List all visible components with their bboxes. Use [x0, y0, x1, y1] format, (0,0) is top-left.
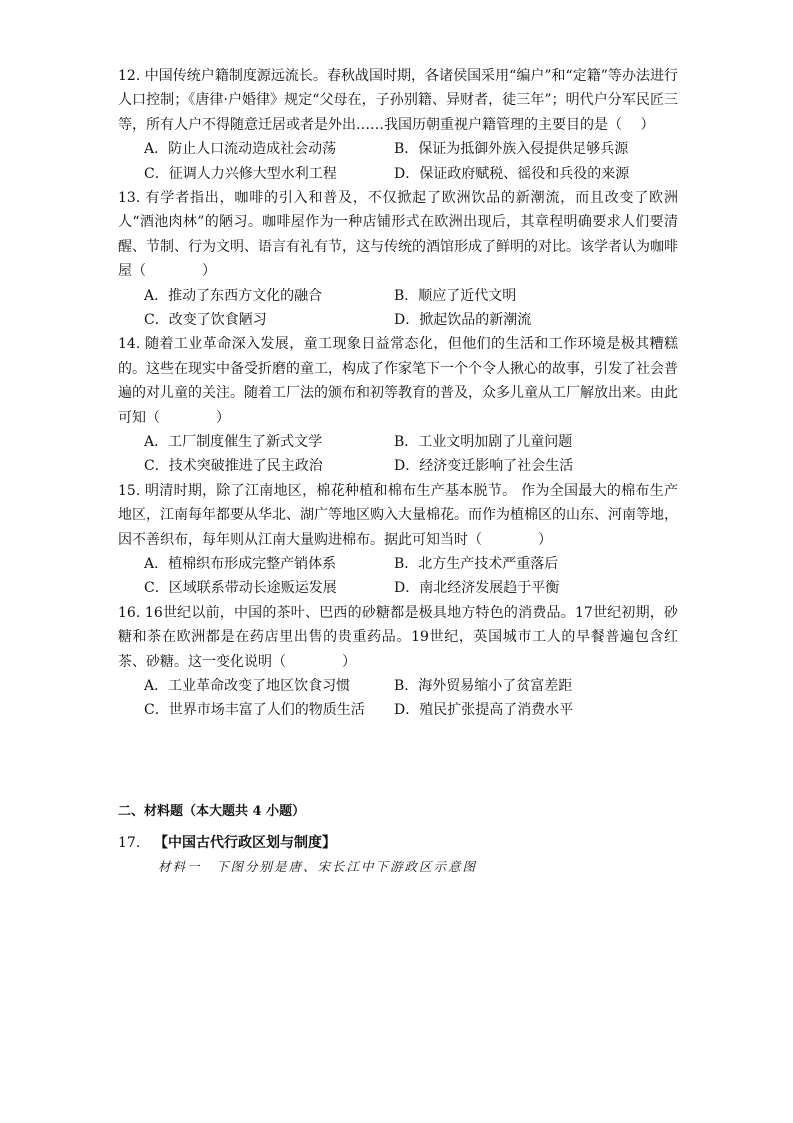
option-d[interactable]: D．掀起饮品的新潮流: [394, 312, 532, 329]
question-stem: 15. 明清时期，除了江南地区，棉花种植和棉布生产基本脱节。 作为全国最大的棉布生产地区，江南每年都要从华北、湖广等地区购入大量棉花。而作为植棉区的山东、河南等地，因不善织布，每年则从江南大量购进棉布。据此可知当时（ ）: [118, 482, 678, 548]
option-a[interactable]: A．推动了东西方文化的融合: [144, 287, 323, 304]
option-a[interactable]: A．工厂制度催生了新式文学: [144, 434, 323, 451]
question-14: [118, 332, 678, 478]
option-d[interactable]: D．保证政府赋税、徭役和兵役的来源: [394, 165, 630, 182]
section-title: 二、材料题（本大题共 4 小题）: [118, 804, 306, 819]
option-b[interactable]: B．顺应了近代文明: [394, 287, 517, 304]
question-stem: 12. 中国传统户籍制度源远流长。春秋战国时期，各诸侯国采用“编户”和“定籍”等办法进行人口控制；《唐律·户婚律》规定“父母在，子孙别籍、异财者，徒三年”；明代户分军民匠三等，所有人户不得随意迁居或者是外出……我国历朝重视户籍管理的主要目的是（ ）: [118, 68, 678, 133]
material-caption: 材料一 下图分别是唐、宋长江中下游政区示意图: [158, 859, 478, 874]
option-c[interactable]: C．征调人力兴修大型水利工程: [144, 165, 337, 182]
option-c[interactable]: C．区域联系带动长途贩运发展: [144, 580, 337, 597]
option-c[interactable]: C．技术突破推进了民主政治: [144, 458, 323, 475]
question-stem: 14. 随着工业革命深入发展，童工现象日益常态化，但他们的生活和工作环境是极其糟糕的。这些在现实中备受折磨的童工，构成了作家笔下一个个令人揪心的故事，引发了社会普遍的对儿童的关注。随着工厂法的颁布和初等教育的普及，众多儿童从工厂解放出来。由此可知（ ）: [118, 336, 678, 426]
option-d[interactable]: D．南北经济发展趋于平衡: [394, 580, 560, 597]
option-d[interactable]: D．经济变迁影响了社会生活: [394, 458, 574, 475]
option-a[interactable]: A．植棉织布形成完整产销体系: [144, 556, 337, 573]
option-c[interactable]: C．世界市场丰富了人们的物质生活: [144, 702, 365, 719]
question-16: [118, 601, 678, 723]
option-b[interactable]: B．海外贸易缩小了贫富差距: [394, 678, 573, 695]
option-d[interactable]: D．殖民扩张提高了消费水平: [394, 702, 574, 719]
question-13: [118, 186, 678, 332]
option-c[interactable]: C．改变了饮食陋习: [144, 312, 267, 329]
questions-block: [118, 64, 678, 723]
option-a[interactable]: A．工业革命改变了地区饮食习惯: [144, 678, 351, 695]
question-12: [118, 64, 678, 186]
question-title: 【中国古代行政区划与制度】: [154, 835, 336, 851]
option-b[interactable]: B．保证为抵御外族入侵提供足够兵源: [394, 141, 629, 158]
question-stem: 16. 16世纪以前，中国的茶叶、巴西的砂糖都是极具地方特色的消费品。17世纪初期，砂糖和茶在欧洲都是在药店里出售的贵重药品。19世纪，英国城市工人的早餐普遍包含红茶、砂糖。这一变化说明（ ）: [118, 604, 678, 670]
option-a[interactable]: A．防止人口流动造成社会动荡: [144, 141, 337, 158]
question-15: [118, 479, 678, 601]
question-17: [118, 832, 336, 852]
option-b[interactable]: B．北方生产技术严重落后: [394, 556, 559, 573]
question-number: 17.: [118, 835, 141, 851]
option-b[interactable]: B．工业文明加剧了儿童问题: [394, 434, 573, 451]
question-stem: 13. 有学者指出，咖啡的引入和普及，不仅掀起了欧洲饮品的新潮流，而且改变了欧洲人“酒池肉林”的陋习。咖啡屋作为一种店铺形式在欧洲出现后，其章程明确要求人们要清醒、节制、行为文明、语言有礼有节，这与传统的酒馆形成了鲜明的对比。该学者认为咖啡屋（ ）: [118, 190, 678, 280]
